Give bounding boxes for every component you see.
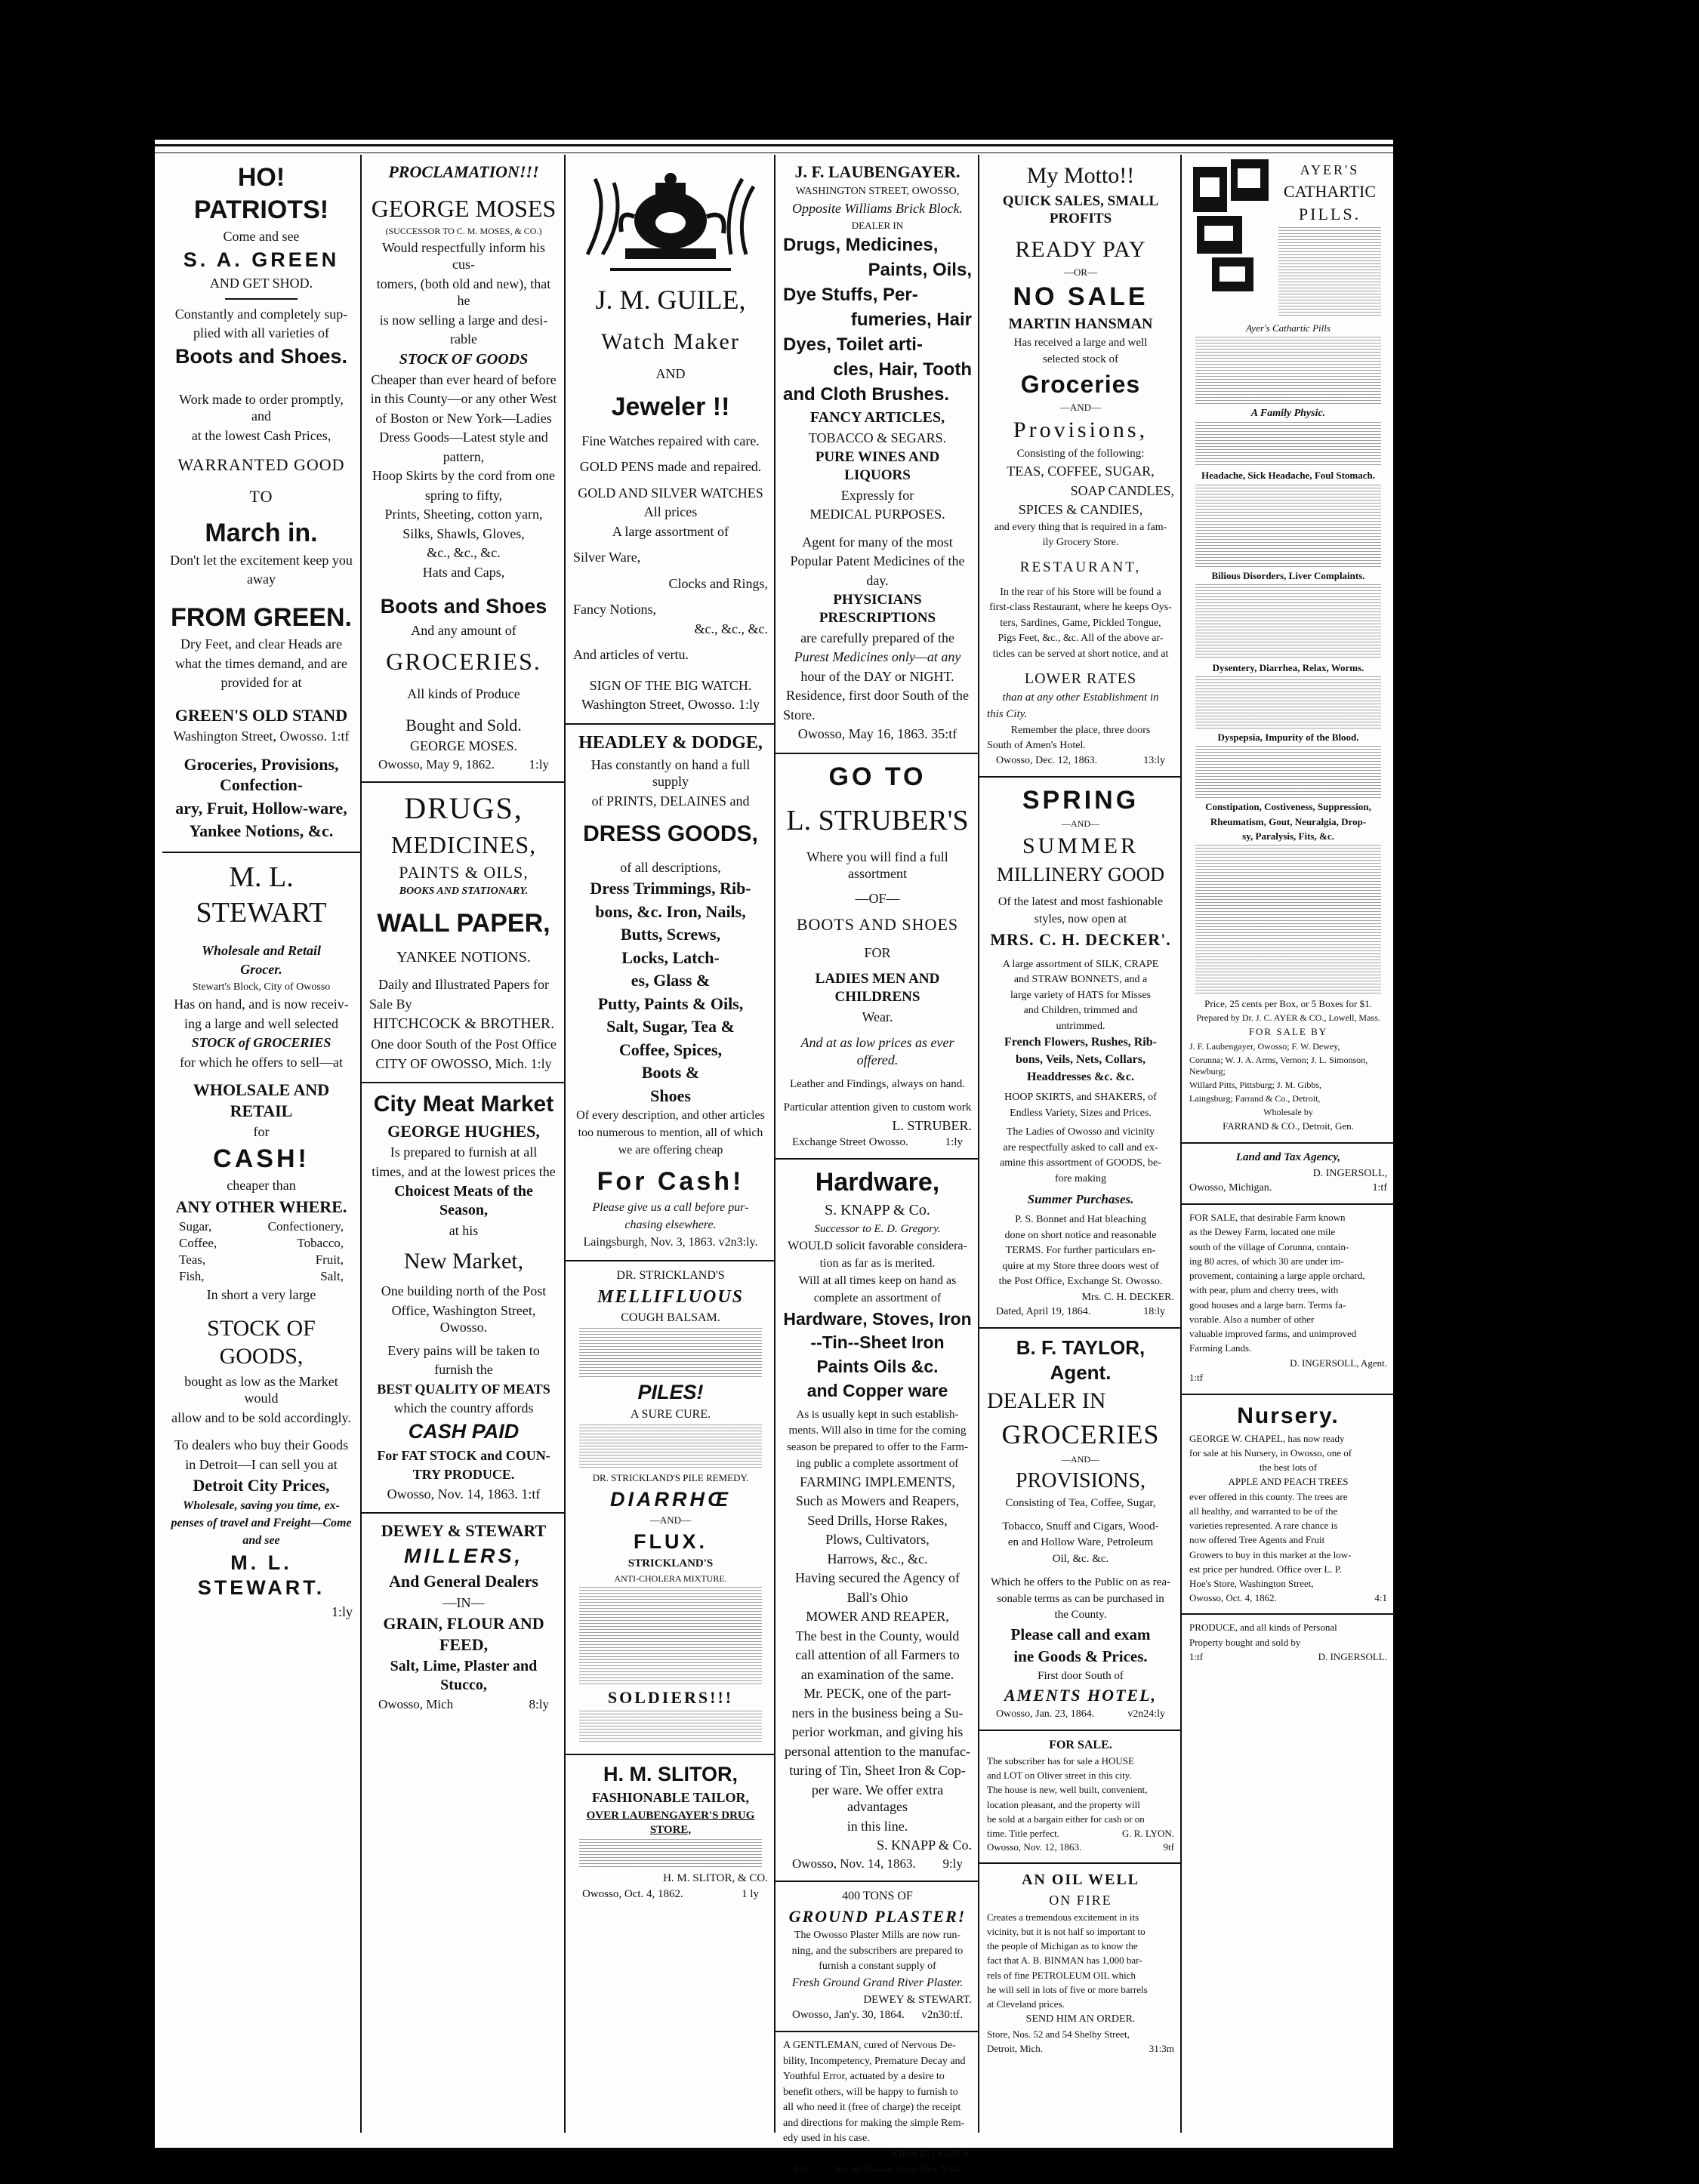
ad-chapel-nursery: Nursery. GEORGE W. CHAPEL, has now ready for sale at his Nursery, in Owosso, one of the best lots of APPLE AND PEACH TREES ever offered in this county. The trees are all healthy, and warranted to be of the varieties represented. A rare chance is now offered Tree Agents and Fruit Growers to buy in this market at the low- est price per hundred. Office over L. P. Hoe's Store, Washington Street, Owosso, Oct. 4, 1862. 4:1	[1182, 1395, 1395, 1615]
ad-headline: GO TO	[828, 762, 927, 791]
dateline: Owosso, Oct. 4, 1862. 4:1	[1189, 1592, 1387, 1604]
advertiser-name: MARTIN HANSMAN	[1008, 316, 1153, 333]
ad-headline: My Motto!!	[1026, 163, 1135, 188]
fine-print-block	[1195, 422, 1381, 467]
ad-jm-guile-jeweler: J. M. GUILE, Watch Maker AND Jeweler !! Fine Watches repaired with care. GOLD PENS made and repaired. GOLD AND SILVER WATCHES All prices A large assortment of Silver Ware, Clocks and Rings, Fancy Notions, &c., &c., &c. And articles of vertu. SIGN OF THE BIG WATCH. Washington Street, Owosso. 1:ly	[566, 155, 775, 725]
pill-boxes-engraving-icon	[1189, 159, 1272, 295]
ad-laubengayer-drugs: J. F. LAUBENGAYER. WASHINGTON STREET, OWOSSO, Opposite Williams Brick Block. DEALER IN Drugs, Medicines, Paints, Oils, Dye Stuffs, Per- fumeries, Hair Dyes, Toilet arti- cles, Hair, Tooth and Cloth Brushes. FANCY ARTICLES, TOBACCO & SEGARS. PURE WINES AND LIQUORS Expressly for MEDICAL PURPOSES. Agent for many of the most Popular Patent Medicines of the day. PHYSICIANS PRESCRIPTIONS are carefully prepared of the Purest Medicines only—at any hour of the DAY or NIGHT. Residence, first door South of the Store. Owosso, May 16, 1863. 35:tf	[775, 155, 979, 754]
fine-print-block	[579, 1425, 762, 1470]
ad-lyon-house-for-sale: FOR SALE. The subscriber has for sale a HOUSE and LOT on Oliver street in this city. The house is new, well built, convenient, location pleasant, and the property will be sold at a bargain either for cash or on time. Title perfect. G. R. LYON. Owosso, Nov. 12, 1863. 9tf	[979, 1731, 1182, 1864]
ad-headline: Land and Tax Agency,	[1235, 1151, 1341, 1163]
goods-row: Fish, Salt,	[179, 1269, 344, 1283]
ad-ground-plaster: 400 TONS OF GROUND PLASTER! The Owosso Plaster Mills are now run- ning, and the subscribers are prepared to furnish a constant supply of Fresh Ground Grand River Plaster. DEWEY & STEWART. Owosso, Jan'y. 30, 1864. v2n30:tf.	[775, 1882, 979, 2033]
ad-hitchcock-drugs: DRUGS, MEDICINES, PAINTS & OILS, BOOKS AND STATIONARY. WALL PAPER, YANKEE NOTIONS. Daily and Illustrated Papers for Sale By HITCHCOCK & BROTHER. One door South of the Post Office CITY OF OWOSSO, Mich. 1:ly	[362, 783, 566, 1084]
fine-print-block	[579, 1328, 762, 1378]
ad-headline: 400 TONS OF	[842, 1889, 913, 1902]
ad-george-moses: PROCLAMATION!!! GEORGE MOSES (SUCCESSOR TO C. M. MOSES, & CO.) Would respectfully inform his cus- tomers, (both old and new), that he is now selling a large and desi- rable STOCK OF GOODS Cheaper than ever heard of before in this County—or any other West of Boston or New York—Ladies Dress Goods—Latest style and pattern, Hoop Skirts by the cord from one spring to fifty, Prints, Sheeting, cotton yarn, Silks, Shawls, Gloves, &c., &c., &c. Hats and Caps, Boots and Shoes And any amount of GROCERIES. All kinds of Produce Bought and Sold. GEORGE MOSES. Owosso, May 9, 1862. 1:ly	[362, 155, 566, 783]
ad-knapp-hardware: Hardware, S. KNAPP & Co. Successor to E. D. Gregory. WOULD solicit favorable considera- tion as far as is merited. Will at all times keep on hand as complete an assortment of Hardware, Stoves, Iron --Tin--Sheet Iron Paints Oils &c. and Copper ware As is usually kept in such establish- ments. Will also in time for the coming season be prepared to offer to the Farm- ing public a complete assortment of FARMING IMPLEMENTS, Such as Mowers and Reapers, Seed Drills, Horse Rakes, Plows, Cultivators, Harrows, &c., &c. Having secured the Agency of Ball's Ohio MOWER AND REAPER, The best in the County, would call attention of all Farmers to an examination of the same. Mr. PECK, one of the part- ners in the business being a Su- perior workman, and giving his personal attention to the manufac- turing of Tin, Sheet Iron & Cop- per ware. We offer extra advantages in this line. S. KNAPP & Co. Owosso, Nov. 14, 1863. 9:ly	[775, 1160, 979, 1881]
ad-oil-well-on-fire: AN OIL WELL ON FIRE Creates a tremendous excitement in its vicinity, but it is not half so important to the people of Michigan as to know the fact that A. B. BINMAN has 1,000 bar- rels of fine PETROLEUM OIL which he will sell in lots of five or more barrels at Cleveland prices. SEND HIM AN ORDER. Store, Nos. 52 and 54 Shelby Street, Detroit, Mich. 31:3m	[987, 1871, 1174, 2054]
column-1	[162, 155, 360, 2133]
column-5	[978, 155, 1182, 2133]
advertiser-name: DR. STRICKLAND'S	[616, 1268, 725, 1282]
ad-headline: SPRING	[1022, 785, 1139, 815]
advertiser-name: DEWEY & STEWART	[381, 1521, 547, 1540]
dateline: Owosso, May 9, 1862. 1:ly	[378, 756, 549, 772]
fine-print-block	[1195, 676, 1381, 729]
advertiser-name: GEORGE HUGHES,	[387, 1121, 540, 1141]
advertiser-name: MRS. C. H. DECKER'.	[990, 930, 1171, 949]
ad-decker-millinery: SPRING —AND— SUMMER MILLINERY GOOD Of the latest and most fashionable styles, now open at MRS. C. H. DECKER'. A large assortment of SILK, CRAPE and STRAW BONNETS, and a large variety of HATS for Misses and Children, trimmed and untrimmed. French Flowers, Rushes, Rib- bons, Veils, Nets, Collars, Headdresses &c. &c. HOOP SKIRTS, and SHAKERS, of Endless Variety, Sizes and Prices. The Ladies of Owosso and vicinity are respectfully asked to call and ex- amine this assortment of GOODS, be- fore making Summer Purchases. P. S. Bonnet and Hat bleaching done on short notice and reasonable TERMS. For further particulars en- quire at my Store three doors west of the Post Office, Exchange St. Owosso. Mrs. C. H. DECKER. Dated, April 19, 1864. 18:ly	[979, 778, 1182, 1329]
ad-ingersoll-land-agency	[1182, 1144, 1395, 1205]
goods-row: Coffee, Tobacco,	[179, 1236, 344, 1250]
ad-headline: FOR SALE.	[1049, 1738, 1112, 1751]
ad-headline: AN OIL WELL	[1021, 1871, 1140, 1888]
advertiser-name: HEADLEY & DODGE,	[578, 732, 763, 753]
ad-headline: AYER'S	[1300, 162, 1360, 177]
divider	[225, 298, 298, 300]
goods-row: Teas, Fruit,	[179, 1252, 344, 1267]
advertiser-name: FARRAND & CO., Detroit, Gen.	[1223, 1120, 1354, 1132]
fine-print-block	[1278, 227, 1381, 318]
ad-headline: City Meat Market	[373, 1092, 554, 1117]
fine-print-block	[579, 1839, 762, 1869]
dateline: Owosso, Jan. 23, 1864. v2n24:ly	[996, 1708, 1165, 1720]
fine-print-block	[579, 1711, 762, 1744]
fine-print-block	[1195, 584, 1381, 660]
advertiser-name: D. INGERSOLL,	[1312, 1167, 1387, 1179]
advertiser-name: GEORGE W. CHAPEL, has now ready	[1189, 1432, 1345, 1444]
ad-headline: Nursery.	[1237, 1403, 1340, 1428]
ad-stewart-grocer: M. L. STEWART Wholesale and Retail Grocer. Stewart's Block, City of Owosso Has on hand, and is now receiv- ing a large and well selected STOCK of GROCERIES for which he offers to sell—at WHOLSALE AND RETAIL for CASH! cheaper than ANY OTHER WHERE. Sugar, Confectionery, Coffee, Tobacco, Teas, Fruit, Fish, Salt, In short a very large STOCK OF GOODS, bought as low as the Market would allow and to be sold accordingly. To dealers who buy their Goods in Detroit—I can sell you at Detroit City Prices, Wholesale, saving you time, ex- penses of travel and Freight—Come and see M. L. STEWART. 1:ly	[171, 861, 353, 1619]
advertiser-name: J. M. GUILE,	[595, 285, 746, 315]
dateline: Owosso, Mich 8:ly	[378, 1697, 549, 1712]
dateline: Owosso, Michigan. 1:tf	[1189, 1182, 1387, 1194]
dateline: Owosso, Jan'y. 30, 1864. v2n30:tf.	[792, 2009, 963, 2022]
ad-headline: PROCLAMATION!!!	[388, 162, 539, 181]
ad-ayers-cathartic-pills: AYER'S CATHARTIC PILLS. Ayer's Cathartic Pills A Family Physic. Headache, Sick Headache, Foul Stomach. Bilious Disorders, Liver Complaints. Dysentery, Diarrhea, Relax, Worms. Dyspepsia, Impurity of the Blood. Constipation, Costiveness, Suppression, Rheumatism, Gout, Neuralgia, Drop- sy, Paralysis, Fits, &c. Price, 25 cents per Box, or 5 Boxes for $1. Prepared by Dr. J. C. AYER & CO., Lowell, Mass. FOR SALE BY J. F. Laubengayer, Owosso; F. W. Dewey, Corunna; W. J. A. Arms, Vernon; J. L. Simonson, Newburg; Willard Pitts, Pittsburg; J. M. Gibbs, Laingsburg; Farrand & Co., Detroit, Wholesale by FARRAND & CO., Detroit, Gen.	[1182, 155, 1395, 1144]
dateline: Owosso, Nov. 12, 1863. 9tf	[987, 1841, 1174, 1853]
fine-print-block	[1195, 337, 1381, 405]
ad-city-meat-market: City Meat Market GEORGE HUGHES, Is prepared to furnish at all times, and at the lowest prices the Choicest Meats of the Season, at his New Market, One building north of the Post Office, Washington Street, Owosso. Every pains will be taken to furnish the BEST QUALITY OF MEATS which the country affords CASH PAID For FAT STOCK and COUN- TRY PRODUCE. Owosso, Nov. 14, 1863. 1:tf	[362, 1083, 566, 1514]
fine-print-block	[1195, 746, 1381, 799]
ad-headline: FOR SALE, that desirable Farm known	[1189, 1212, 1346, 1223]
column-2	[360, 155, 566, 2133]
dateline: Exchange Street Owosso. 1:ly	[792, 1136, 963, 1149]
advertiser-name: D. INGERSOLL, Agent.	[1290, 1357, 1387, 1369]
newspaper-page	[155, 140, 1393, 2175]
advertiser-name: D. INGERSOLL.	[1318, 1650, 1387, 1662]
advertiser-name: B. F. TAYLOR, Agent.	[1016, 1336, 1146, 1384]
ad-green-boots: HO! PATRIOTS! Come and see S. A. GREEN AND GET SHOD. Constantly and completely sup- plied with all varieties of Boots and Shoes. Work made to order promptly, and at the lowest Cash Prices, WARRANTED GOOD TO March in. Don't let the excitement keep you away FROM GREEN. Dry Feet, and clear Heads are what the times demand, and are provided for at GREEN'S OLD STAND Washington Street, Owosso. 1:tf Groceries, Provisions, Confection- ary, Fruit, Hollow-ware, Yankee Notions, &c.	[162, 155, 360, 853]
dateline: Owosso, Oct. 4, 1862. 1 ly	[582, 1888, 759, 1900]
ad-headley-dodge: HEADLEY & DODGE, Has constantly on hand a full supply of PRINTS, DELAINES and DRESS GOODS, of all descriptions, Dress Trimmings, Rib- bons, &c. Iron, Nails, Butts, Screws, Locks, Latch- es, Glass & Putty, Paints & Oils, Salt, Sugar, Tea & Coffee, Spices, Boots & Shoes Of every description, and other articles too numerous to mention, all of which we are offering cheap For Cash! Please give us a call before pur- chasing elsewhere. Laingsburgh, Nov. 3, 1863. v2n3:ly.	[566, 725, 775, 1261]
ad-taylor-groceries: B. F. TAYLOR, Agent. DEALER IN GROCERIES —AND— PROVISIONS, Consisting of Tea, Coffee, Sugar, Tobacco, Snuff and Cigars, Wood- en and Hollow Ware, Petroleum Oil, &c. &c. Which he offers to the Public on as rea- sonable terms as can be purchased in the County. Please call and exam ine Goods & Prices. First door South of AMENTS HOTEL, Owosso, Jan. 23, 1864. v2n24:ly	[979, 1329, 1182, 1731]
advertiser-name: S. KNAPP & Co.	[825, 1201, 930, 1218]
dateline: Dated, April 19, 1864. 18:ly	[996, 1306, 1165, 1318]
dateline: 1:tf D. INGERSOLL.	[1189, 1650, 1387, 1662]
ad-dewey-farm-for-sale: FOR SALE, that desirable Farm known as the Dewey Farm, located one mile south of the village of Corunna, contain- ing 80 acres, of which 30 are under im- provement, containing a large apple orchard, with pear, plum and cherry trees, with good houses and a large barn. Terms fa- vorable. Also a number of other valuable improved farms, and unimproved Farming Lands. D. INGERSOLL, Agent. 1:tf	[1182, 1205, 1395, 1395]
column-6	[1180, 155, 1395, 2133]
tea-service-engraving-icon	[580, 164, 761, 277]
fine-print-block	[1195, 485, 1381, 568]
ad-headline: Hardware,	[815, 1168, 940, 1197]
ad-headline: DRUGS,	[404, 790, 523, 825]
advertiser-name: L. STRUBER'S	[786, 805, 969, 837]
advertiser-name: GEORGE MOSES	[371, 194, 557, 222]
fine-print-block	[1195, 845, 1381, 996]
advertiser-name: HITCHCOCK & BROTHER.	[372, 1015, 555, 1033]
ad-headline: HO! PATRIOTS!	[193, 163, 329, 224]
ad-struber-shoes: GO TO L. STRUBER'S Where you will find a full assortment —OF— BOOTS AND SHOES FOR LADIES MEN AND CHILDRENS Wear. And at as low prices as ever offered. Leather and Findings, always on hand. Particular attention given to custom work L. STRUBER. Exchange Street Owosso. 1:ly	[775, 754, 979, 1160]
ad-ingersoll-produce: PRODUCE, and all kinds of Personal Property bought and sold by 1:tf D. INGERSOLL.	[1189, 1622, 1387, 1662]
dateline: Owosso, Dec. 12, 1863. 13:ly	[996, 754, 1165, 766]
advertiser-name: M. L. STEWART	[196, 861, 327, 929]
goods-row: Sugar, Confectionery,	[179, 1219, 344, 1234]
ad-dewey-stewart-millers: DEWEY & STEWART MILLERS, And General Dealers —IN— GRAIN, FLOUR AND FEED, Salt, Lime, Plaster and Stucco, Owosso, Mich 8:ly	[362, 1514, 566, 1721]
dateline: 4:ly No. 60 Nassau Street New York.	[792, 2163, 963, 2175]
dateline: Owosso, Nov. 14, 1863. 9:ly	[792, 1856, 963, 1871]
ad-hansman-groceries: My Motto!! QUICK SALES, SMALL PROFITS READY PAY —OR— NO SALE MARTIN HANSMAN Has received a large and well selected stock of Groceries —AND— Provisions, Consisting of the following: TEAS, COFFEE, SUGAR, SOAP CANDLES, SPICES & CANDIES, and every thing that is required in a fam- ily Grocery Store. RESTAURANT, In the rear of his Store will be found a first-class Restaurant, where he keeps Oys- ters, Sardines, Game, Pickled Tongue, Pigs Feet, &c., &c. All of the above ar- ticles can be served at short notice, and at LOWER RATES than at any other Establishment in this City. Remember the place, three doors South of Amen's Hotel. Owosso, Dec. 12, 1863. 13:ly	[979, 155, 1182, 778]
column-3	[564, 155, 775, 2133]
column-4	[774, 155, 979, 2175]
masthead-rule	[155, 144, 1393, 153]
dateline: Detroit, Mich. 31:3m	[987, 2043, 1174, 2054]
ad-gentleman-cured: A GENTLEMAN, cured of Nervous De- bility, Incompetency, Premature Decay and Youthful Error, actuated by a desire to benefit others, will be happy to furnish to all who need it (free of charge) the receipt and directions for making the simple Rem- edy used in his case. JOHN B. OGDEN, 4:ly No. 60 Nassau Street New York.	[783, 2040, 972, 2175]
ad-strickland-remedies: DR. STRICKLAND'S MELLIFLUOUS COUGH BALSAM. PILES! A SURE CURE. DR. STRICKLAND'S PILE REMEDY. DIARRHŒ —AND— FLUX. STRICKLAND'S ANTI-CHOLERA MIXTURE. SOLDIERS!!!	[566, 1261, 775, 1755]
advertiser-name: S. A. GREEN	[183, 248, 340, 271]
ad-slitor-tailor: H. M. SLITOR, FASHIONABLE TAILOR, OVER LAUBENGAYER'S DRUG STORE, H. M. SLITOR, & CO. Owosso, Oct. 4, 1862. 1 ly	[566, 1755, 775, 1911]
advertiser-name: J. F. LAUBENGAYER.	[794, 162, 961, 181]
fine-print-block	[579, 1587, 762, 1685]
advertiser-name: H. M. SLITOR,	[603, 1762, 738, 1785]
